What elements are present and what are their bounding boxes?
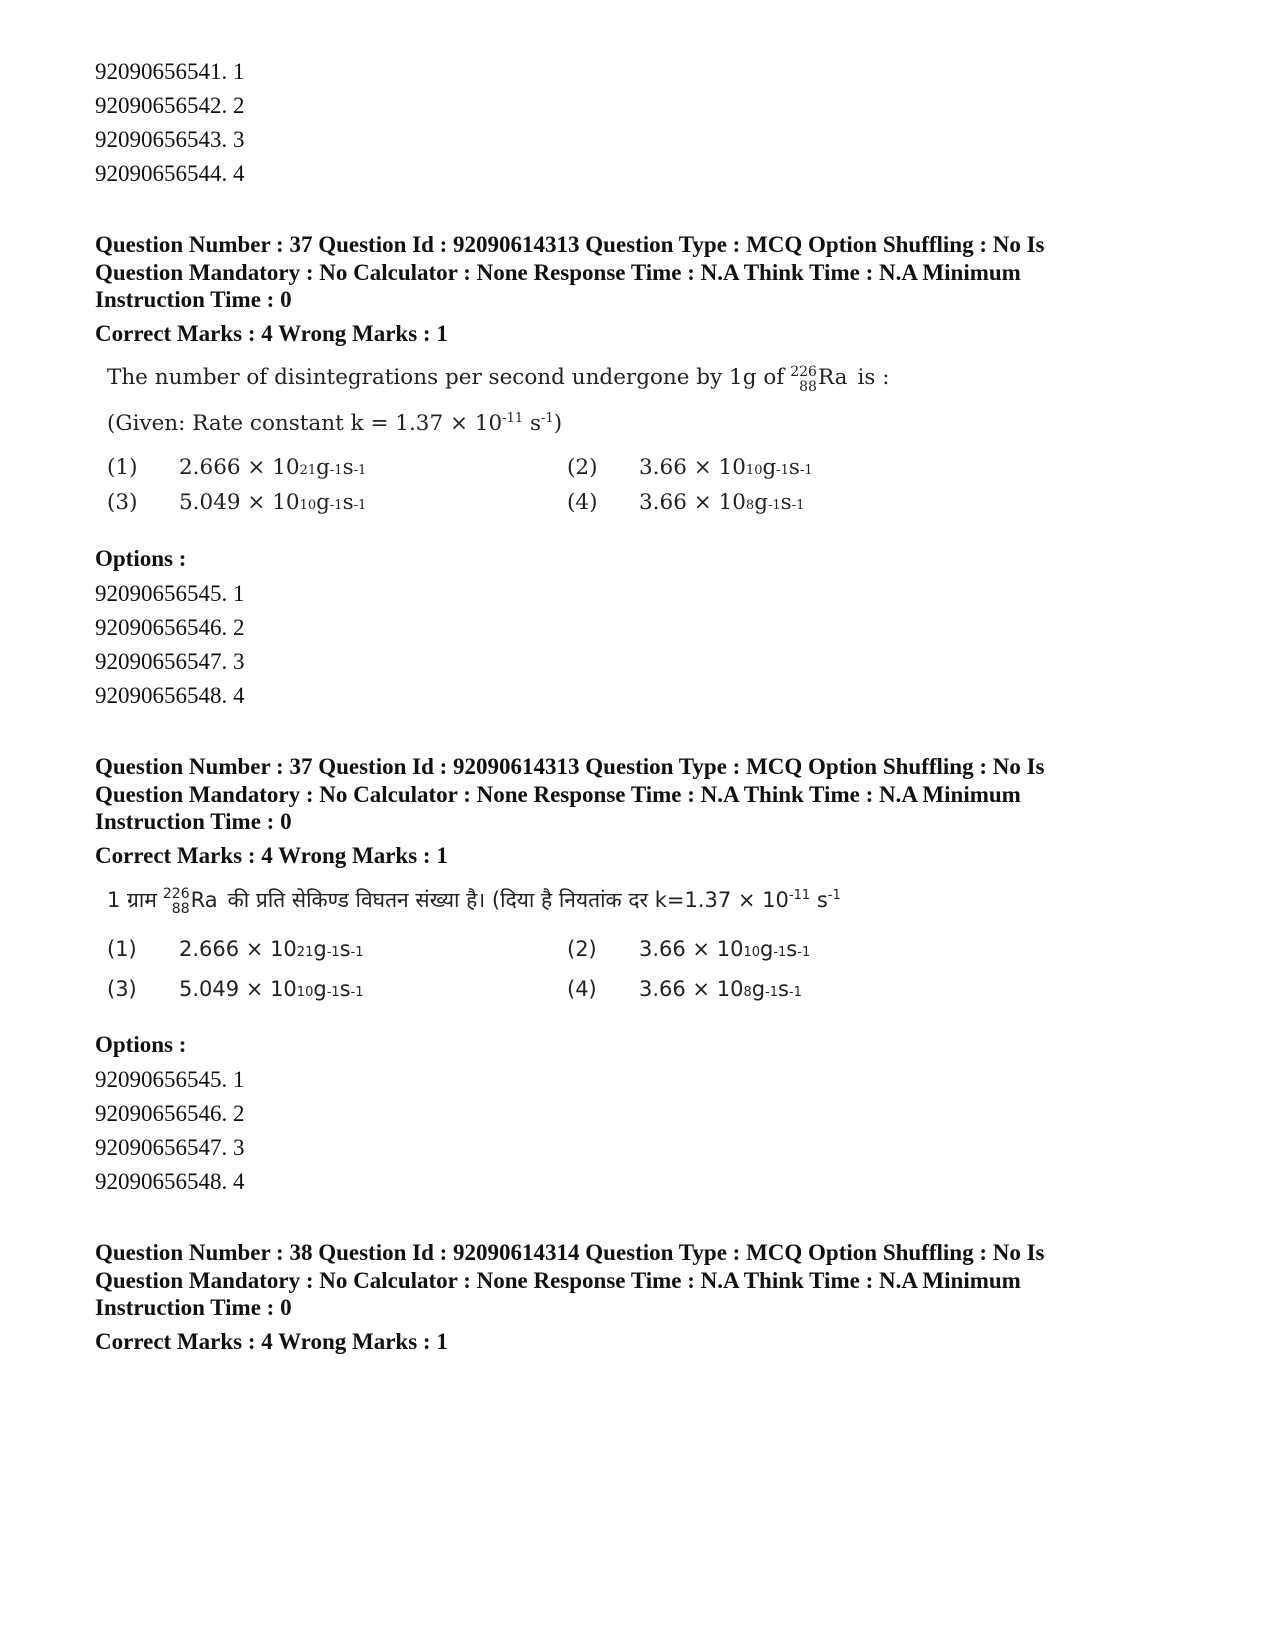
answer-choice: (1) 2.666 × 10 21 g -1 s -1 xyxy=(107,455,367,480)
unit-g: g xyxy=(316,455,330,480)
isotope-symbol: Ra xyxy=(190,888,218,912)
unit-s: s xyxy=(780,490,792,515)
unit-g: g xyxy=(754,490,768,515)
question-meta-line: Instruction Time : 0 xyxy=(95,809,292,834)
choice-value: 3.66 × 10 xyxy=(639,977,744,1001)
option-id: 92090656548. 4 xyxy=(95,1169,245,1194)
choice-number: (1) xyxy=(107,937,137,961)
unit-g: g xyxy=(751,977,766,1001)
option-id: 92090656541. 1 xyxy=(95,59,245,84)
given-unit-exponent: -1 xyxy=(827,888,841,903)
question-text xyxy=(107,361,987,395)
answer-choice: (4) 3.66 × 10 8 g -1 s -1 xyxy=(567,977,802,1001)
option-id: 92090656545. 1 xyxy=(95,1067,245,1092)
previous-options-list xyxy=(95,55,1195,191)
unit-g: g xyxy=(762,455,777,480)
question-marks: Correct Marks : 4 Wrong Marks : 1 xyxy=(95,842,448,868)
unit-s: s xyxy=(778,977,789,1001)
option-id: 92090656546. 2 xyxy=(95,615,245,640)
question-content xyxy=(107,361,987,515)
unit-g: g xyxy=(313,977,327,1001)
isotope-mass-number: 226 xyxy=(790,364,817,380)
question-block-38 xyxy=(95,1239,1195,1355)
answer-choices xyxy=(107,937,987,1001)
question-meta-line: Question Mandatory : No Calculator : None Response Time : N.A Think Time : N.A Minimum xyxy=(95,1267,1021,1293)
question-text xyxy=(107,883,987,917)
option-id: 92090656545. 1 xyxy=(95,581,245,606)
option-id: 92090656547. 3 xyxy=(95,649,245,674)
question-text-pre: The number of disintegrations per second undergone by 1g of xyxy=(107,365,785,390)
isotope-atomic-number: 88 xyxy=(799,379,817,395)
choice-number: (4) xyxy=(567,490,598,515)
choice-value: 2.666 × 10 xyxy=(179,937,297,961)
question-text-post xyxy=(228,883,841,917)
question-content xyxy=(107,883,987,1001)
choice-value: 3.66 × 10 xyxy=(639,937,744,961)
given-unit-exponent: -1 xyxy=(541,410,554,426)
unit-s: s xyxy=(786,937,798,961)
unit-g: g xyxy=(759,937,774,961)
question-block-37-english xyxy=(95,231,1195,713)
given-text xyxy=(107,409,987,439)
answer-choice: (2) 3.66 × 10 10 g -1 s -1 xyxy=(567,937,811,961)
choice-value: 3.66 × 10 xyxy=(639,455,746,480)
unit-g: g xyxy=(316,490,330,515)
given-exponent: -11 xyxy=(788,888,811,903)
isotope-mass-number: 226 xyxy=(162,886,190,902)
option-id: 92090656546. 2 xyxy=(95,1101,245,1126)
given-value: (Given: Rate constant k = 1.37 × 10 xyxy=(107,411,503,436)
choice-number: (3) xyxy=(107,977,137,1001)
option-id: 92090656548. 4 xyxy=(95,683,245,708)
choice-number: (4) xyxy=(567,977,597,1001)
isotope-atomic-number: 88 xyxy=(171,901,190,917)
unit-g: g xyxy=(313,937,327,961)
question-meta-line: Instruction Time : 0 xyxy=(95,287,292,312)
question-meta-line: Question Number : 37 Question Id : 92090614313 Question Type : MCQ Option Shuffling : No Is xyxy=(95,232,1045,257)
question-marks: Correct Marks : 4 Wrong Marks : 1 xyxy=(95,1328,448,1354)
document-page xyxy=(95,55,1195,1355)
question-meta-line: Instruction Time : 0 xyxy=(95,1295,292,1320)
choice-value: 2.666 × 10 xyxy=(179,455,300,480)
question-block-37-hindi xyxy=(95,753,1195,1199)
unit-s: s xyxy=(342,490,354,515)
answer-choice: (1) 2.666 × 10 21 g -1 s -1 xyxy=(107,937,364,961)
option-id: 92090656543. 3 xyxy=(95,127,245,152)
given-exponent: -11 xyxy=(502,410,524,426)
unit-s: s xyxy=(788,455,800,480)
choice-number: (2) xyxy=(567,455,598,480)
answer-choice: (4) 3.66 × 10 8 g -1 s -1 xyxy=(567,490,805,515)
question-meta-line: Question Number : 38 Question Id : 92090614314 Question Type : MCQ Option Shuffling : No Is xyxy=(95,1240,1045,1265)
question-meta-line: Question Number : 37 Question Id : 92090614313 Question Type : MCQ Option Shuffling : No Is xyxy=(95,754,1045,779)
choice-value: 5.049 × 10 xyxy=(179,490,300,515)
question-marks: Correct Marks : 4 Wrong Marks : 1 xyxy=(95,320,448,346)
options-label: Options : xyxy=(95,1032,187,1057)
option-id: 92090656547. 3 xyxy=(95,1135,245,1160)
choice-number: (2) xyxy=(567,937,597,961)
choice-number: (3) xyxy=(107,490,138,515)
unit-s: s xyxy=(342,455,354,480)
given-close: ) xyxy=(553,411,563,436)
choice-value: 5.049 × 10 xyxy=(179,977,297,1001)
question-text-post: is : xyxy=(857,365,890,390)
isotope-symbol: Ra xyxy=(817,365,848,390)
question-text-body: की प्रति सेकिण्ड विघतन संख्या है। (दिया है नियतांक दर k=1.37 × 10 xyxy=(227,888,789,912)
choice-value: 3.66 × 10 xyxy=(639,490,746,515)
question-text-pre: 1 ग्राम xyxy=(107,888,157,912)
unit-s: s xyxy=(339,937,351,961)
option-id: 92090656542. 2 xyxy=(95,93,245,118)
question-meta-line: Question Mandatory : No Calculator : None Response Time : N.A Think Time : N.A Minimum xyxy=(95,781,1021,807)
given-unit: s xyxy=(523,411,542,436)
isotope-notation xyxy=(163,887,190,917)
options-label: Options : xyxy=(95,546,187,571)
choice-number: (1) xyxy=(107,455,138,480)
answer-choice: (2) 3.66 × 10 10 g -1 s -1 xyxy=(567,455,813,480)
given-unit: s xyxy=(810,888,828,912)
answer-choice: (3) 5.049 × 10 10 g -1 s -1 xyxy=(107,977,364,1001)
answer-choice: (3) 5.049 × 10 10 g -1 s -1 xyxy=(107,490,367,515)
question-meta-line: Question Mandatory : No Calculator : None Response Time : N.A Think Time : N.A Minimum xyxy=(95,259,1021,285)
isotope-notation xyxy=(790,365,817,395)
option-id: 92090656544. 4 xyxy=(95,161,245,186)
answer-choices xyxy=(107,455,987,515)
unit-s: s xyxy=(339,977,351,1001)
